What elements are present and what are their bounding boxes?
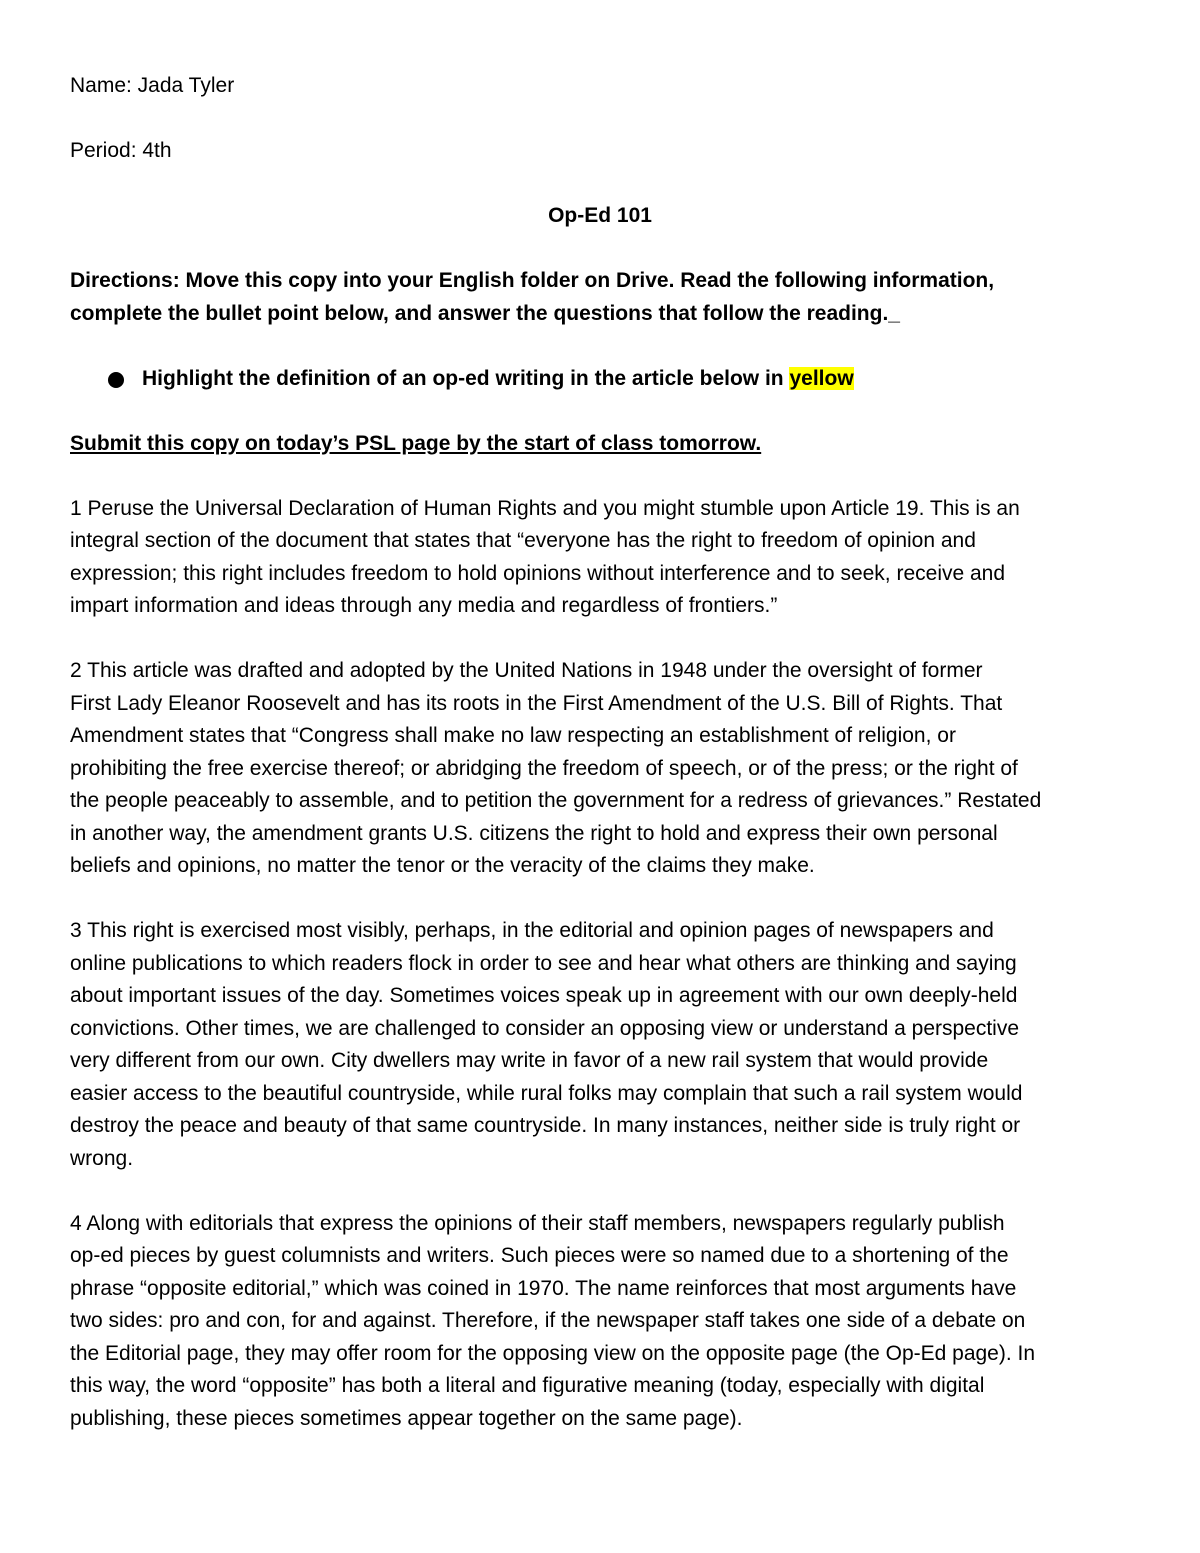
paragraph-line: beliefs and opinions, no matter the tenor or the veracity of the claims they make. — [70, 854, 815, 877]
paragraph-line: destroy the peace and beauty of that same countryside. In many instances, neither side is truly right or — [70, 1114, 1021, 1137]
article-paragraph-1 — [70, 493, 1130, 623]
paragraph-line: publishing, these pieces sometimes appear together on the same page). — [70, 1406, 743, 1430]
spacer — [70, 623, 1130, 656]
paragraph-line: impart information and ideas through any media and regardless of frontiers.” — [70, 594, 778, 617]
document-title: Op-Ed 101 — [548, 204, 652, 227]
article-paragraph-4 — [70, 1208, 1130, 1436]
paragraph-line: 4 Along with editorials that express the opinions of their staff members, newspapers regularly publish — [70, 1211, 1005, 1235]
paragraph-line: the Editorial page, they may offer room for the opposing view on the opposite page (the Op-Ed page). In — [70, 1341, 1036, 1365]
paragraph-line: op-ed pieces by guest columnists and writers. Such pieces were so named due to a shortening of the — [70, 1244, 1009, 1267]
paragraph-line: First Lady Eleanor Roosevelt and has its roots in the First Amendment of the U.S. Bill of Rights. That — [70, 691, 1003, 715]
paragraph-line: online publications to which readers flock in order to see and hear what others are thinking and saying — [70, 951, 1017, 975]
article-paragraph-2 — [70, 655, 1130, 883]
bullet-text: Highlight the definition of an op-ed writing in the article below in — [142, 366, 790, 390]
spacer — [70, 168, 1130, 201]
spacer — [70, 883, 1130, 916]
paragraph-line: Amendment states that “Congress shall make no law respecting an establishment of religion, or — [70, 724, 956, 747]
article-body — [70, 493, 1130, 1436]
paragraph-line: two sides: pro and con, for and against. Therefore, if the newspaper staff takes one side of a debate on — [70, 1309, 1026, 1332]
spacer — [70, 233, 1130, 266]
paragraph-line: integral section of the document that states that “everyone has the right to freedom of opinion and — [70, 529, 976, 552]
paragraph-line: easier access to the beautiful countryside, while rural folks may complain that such a rail system would — [70, 1081, 1023, 1105]
paragraph-line: prohibiting the free exercise thereof; or abridging the freedom of speech, or of the press; or the right of — [70, 756, 1018, 780]
spacer — [70, 395, 1130, 428]
spacer — [70, 460, 1130, 493]
paragraph-line: in another way, the amendment grants U.S. citizens the right to hold and express their own personal — [70, 821, 998, 845]
spacer — [70, 1175, 1130, 1208]
paragraph-line: the people peaceably to assemble, and to petition the government for a redress of grievances.” Restated — [70, 789, 1042, 812]
spacer — [70, 330, 1130, 363]
class-period: Period: 4th — [70, 139, 172, 162]
submit-instruction: Submit this copy on today’s PSL page by the start of class tomorrow. — [70, 431, 762, 455]
paragraph-line: very different from our own. City dwellers may write in favor of a new rail system that would provide — [70, 1049, 989, 1072]
paragraph-line: this way, the word “opposite” has both a literal and figurative meaning (today, especially with digital — [70, 1374, 985, 1397]
paragraph-line: 2 This article was drafted and adopted by the United Nations in 1948 under the oversight of former — [70, 659, 983, 682]
document-page — [70, 70, 1130, 1435]
paragraph-line: convictions. Other times, we are challenged to consider an opposing view or understand a perspective — [70, 1016, 1020, 1040]
highlighted-word: yellow — [789, 366, 854, 390]
paragraph-line: expression; this right includes freedom to hold opinions without interference and to seek, receive and — [70, 561, 1006, 585]
spacer — [70, 103, 1130, 136]
paragraph-line: about important issues of the day. Sometimes voices speak up in agreement with our own deeply-held — [70, 984, 1018, 1007]
paragraph-line: 1 Peruse the Universal Declaration of Human Rights and you might stumble upon Article 19. This is an — [70, 496, 1020, 520]
student-name: Name: Jada Tyler — [70, 74, 235, 97]
directions — [70, 265, 1130, 330]
directions-line-1: Directions: Move this copy into your English folder on Drive. Read the following information, — [70, 269, 995, 292]
bullet-item — [70, 363, 1130, 396]
directions-line-2: complete the bullet point below, and answer the questions that follow the reading._ — [70, 301, 900, 325]
paragraph-line: 3 This right is exercised most visibly, perhaps, in the editorial and opinion pages of newspapers and — [70, 919, 994, 942]
bullet-dot-icon — [108, 372, 124, 388]
article-paragraph-3 — [70, 915, 1130, 1175]
paragraph-line: wrong. — [70, 1146, 134, 1170]
paragraph-line: phrase “opposite editorial,” which was coined in 1970. The name reinforces that most arguments have — [70, 1276, 1017, 1300]
